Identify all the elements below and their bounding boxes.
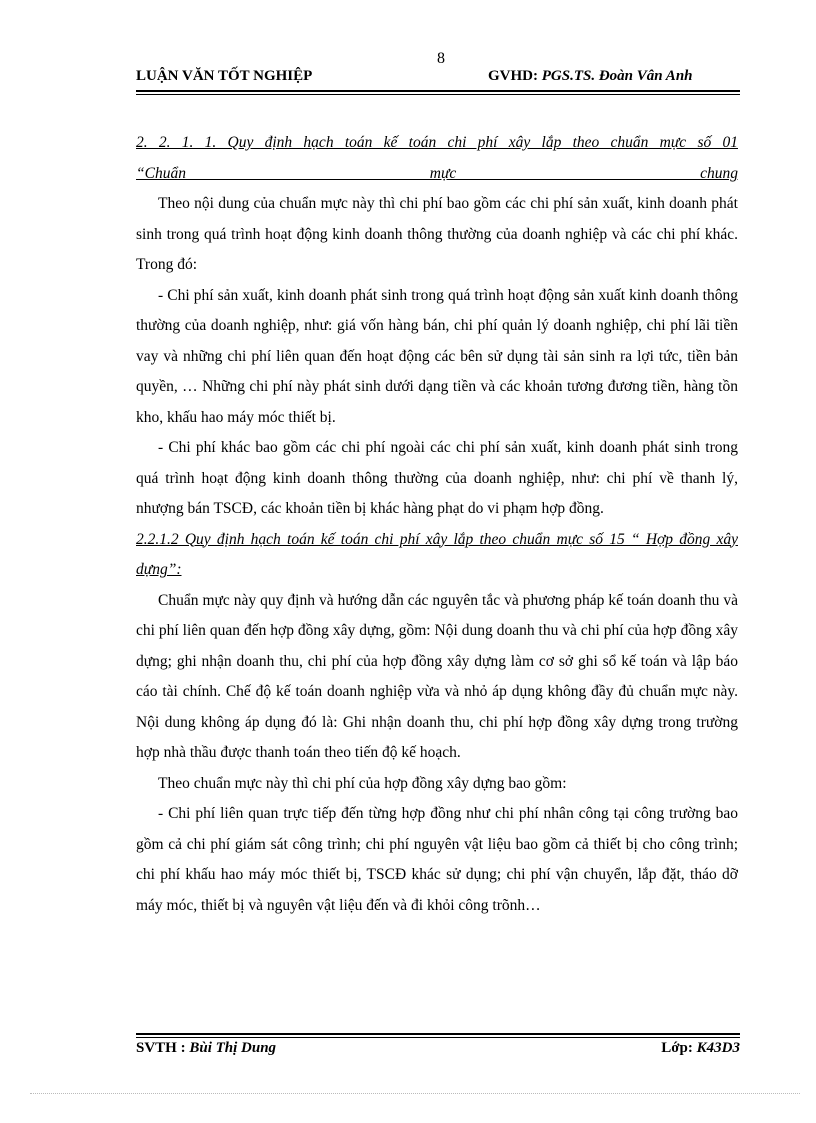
header-advisor-name: PGS.TS. Đoàn Vân Anh xyxy=(541,68,693,84)
header-title: LUẬN VĂN TỐT NGHIỆP xyxy=(136,68,313,84)
footer-class xyxy=(661,1040,740,1057)
section-heading-2-2-1-1-cont: “Chuẩn mực chung xyxy=(136,164,738,182)
section-heading-2-2-1-1: 2. 2. 1. 1. Quy định hạch toán kế toán chi phí xây lắp theo chuẩn mực số 01 xyxy=(136,134,738,151)
footer-class-label: Lớp: xyxy=(661,1040,693,1056)
footer-rule xyxy=(136,1033,740,1035)
footer-student-label: SVTH : xyxy=(136,1040,186,1056)
footer-rule-thin xyxy=(136,1037,740,1038)
page-break-line xyxy=(30,1093,800,1094)
bullet-item: - Chi phí liên quan trực tiếp đến từng hợp đồng như chi phí nhân công tại công trường bao gồm cả chi phí giám sát công trình; chi phí nguyên vật liệu bao gồm cả thiết bị cho công trình; chi phí khấu hao máy móc thiết bị, TSCĐ khác sử dụng; chi phí vận chuyển, lắp đặt, tháo dỡ máy móc, thiết bị và nguyên vật liệu đến và đi khỏi công trõnh… xyxy=(136,805,738,914)
footer-student-name: Bùi Thị Dung xyxy=(189,1040,277,1056)
bullet-item: - Chi phí sản xuất, kinh doanh phát sinh trong quá trình hoạt động sản xuất kinh doanh thông thường của doanh nghiệp, như: giá vốn hàng bán, chi phí quản lý doanh nghiệp, chi phí lãi tiền vay và những chi phí liên quan đến hoạt động các bên sử dụng tài sản sinh ra lợi tức, tiền bản quyền, … Những chi phí này phát sinh dưới dạng tiền và các khoản tương đương tiền, hàng tồn kho, khấu hao máy móc thiết bị. xyxy=(136,286,738,426)
paragraph-intro: Theo nội dung của chuẩn mực này thì chi phí bao gồm các chi phí sản xuất, kinh doanh phát sinh trong quá trình hoạt động kinh doanh thông thường của doanh nghiệp và các chi phí khác. Trong đó: xyxy=(136,195,738,273)
footer-student xyxy=(136,1040,276,1057)
page-header xyxy=(136,68,740,90)
footer-class-value: K43D3 xyxy=(696,1040,740,1056)
paragraph: Theo chuẩn mực này thì chi phí của hợp đồng xây dựng bao gồm: xyxy=(158,774,567,792)
header-rule-thin xyxy=(136,94,740,95)
paragraph: Chuẩn mực này quy định và hướng dẫn các nguyên tắc và phương pháp kế toán doanh thu và chi phí liên quan đến hợp đồng xây dựng, gồm: Nội dung doanh thu và chi phí của hợp đồng xây dựng; ghi nhận doanh thu, chi phí của hợp đồng xây dựng làm cơ sở ghi sổ kế toán và lập báo cáo tài chính. Chế độ kế toán doanh nghiệp vừa và nhỏ áp dụng không đầy đủ chuẩn mực này. Nội dung không áp dụng đó là: Ghi nhận doanh thu, chi phí hợp đồng xây dựng trong trường hợp nhà thầu được thanh toán theo tiến độ kế hoạch. xyxy=(136,591,738,761)
header-rule xyxy=(136,90,740,92)
bullet-item: - Chi phí khác bao gồm các chi phí ngoài các chi phí sản xuất, kinh doanh phát sinh trong quá trình hoạt động kinh doanh thông thường của doanh nghiệp, như: chi phí về thanh lý, nhượng bán TSCĐ, các khoản tiền bị khác hàng phạt do vi phạm hợp đồng. xyxy=(136,439,738,517)
document-body xyxy=(136,128,738,921)
header-advisor xyxy=(488,68,693,85)
section-heading-2-2-1-2: 2.2.1.2 Quy định hạch toán kế toán chi phí xây lắp theo chuẩn mực số 15 “ Hợp đồng xây dựng”: xyxy=(136,530,738,578)
page-number: 8 xyxy=(437,50,445,67)
header-advisor-label: GVHD: xyxy=(488,68,538,84)
